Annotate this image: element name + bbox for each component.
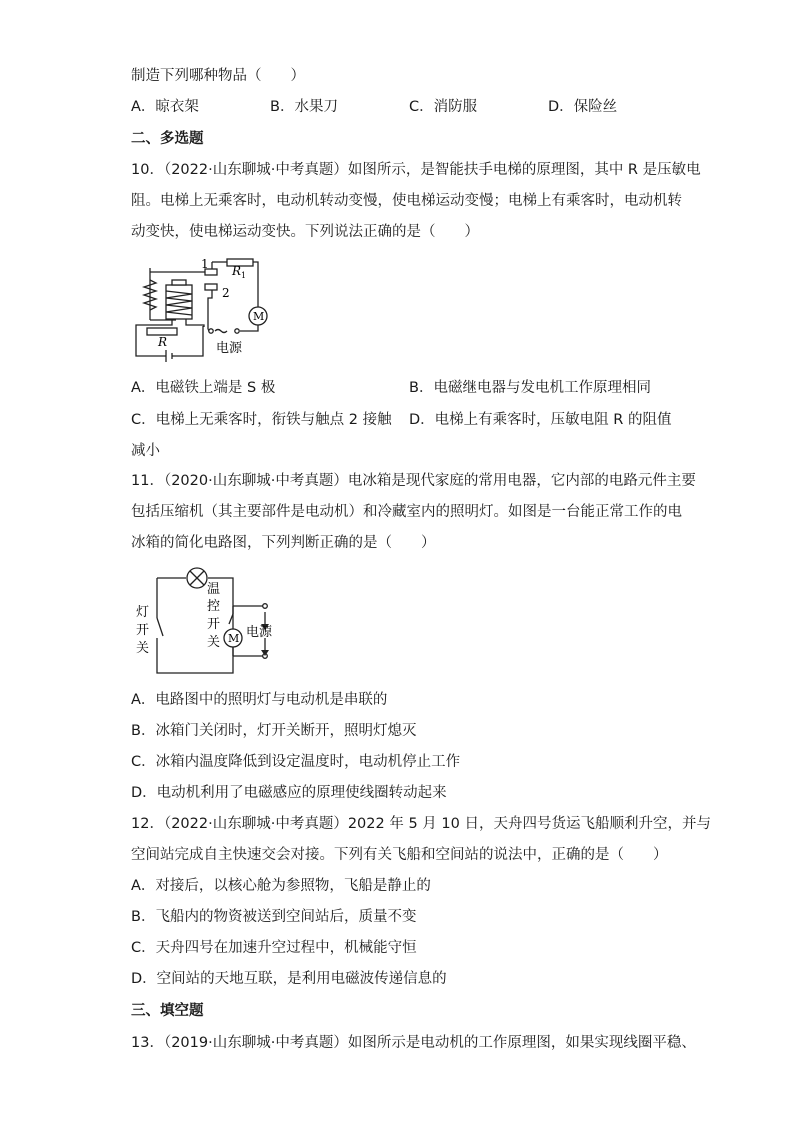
q12-stem-line-1: 12．（2022·山东聊城·中考真题）2022 年 5 月 10 日，天舟四号货运飞船顺利升空，并与: [131, 816, 711, 832]
q12-option-c[interactable]: C．天舟四号在加速升空过程中，机械能守恒: [131, 940, 417, 956]
q12-option-a[interactable]: A．对接后，以核心舱为参照物，飞船是静止的: [131, 878, 431, 894]
q12-option-d[interactable]: D．空间站的天地互联，是利用电磁波传递信息的: [131, 971, 447, 987]
section-multiple-choice: 二、多选题: [131, 131, 204, 147]
q11-option-b[interactable]: B．冰箱门关闭时，灯开关断开，照明灯熄灭: [131, 723, 417, 739]
q10-stem-line-1: 10．（2022·山东聊城·中考真题）如图所示，是智能扶手电梯的原理图，其中 R 是压敏电: [131, 162, 701, 178]
q9-option-b[interactable]: B．水果刀: [270, 99, 338, 115]
q10-fig-contact-1: 1: [201, 257, 209, 271]
q12-option-b[interactable]: B．飞船内的物资被送到空间站后，质量不变: [131, 909, 417, 925]
q10-fig-r-label: R: [158, 335, 168, 349]
q9-option-d[interactable]: D．保险丝: [548, 99, 618, 115]
q11-fig-lamp-switch-2: 开: [136, 623, 150, 638]
q10-stem-line-2: 阻。电梯上无乘客时，电动机转动变慢，使电梯运动变慢；电梯上有乘客时，电动机转: [131, 193, 682, 209]
q11-option-c[interactable]: C．冰箱内温度降低到设定温度时，电动机停止工作: [131, 754, 461, 770]
q10-stem-line-3: 动变快，使电梯运动变快。下列说法正确的是（ ）: [131, 224, 479, 240]
q10-fig-motor-label: M: [253, 310, 265, 323]
q10-fig-contact-2: 2: [222, 286, 230, 300]
q10-fig-source-label: 电源: [216, 341, 243, 356]
q13-stem-line-1: 13．（2019·山东聊城·中考真题）如图所示是电动机的工作原理图，如果实现线圈平稳、: [131, 1035, 696, 1051]
q10-option-d-wrap: 减小: [131, 443, 160, 459]
q11-fig-lamp-switch-3: 关: [136, 641, 150, 656]
q10-option-b[interactable]: B．电磁继电器与发电机工作原理相同: [409, 380, 651, 396]
q9-option-a[interactable]: A．晾衣架: [131, 99, 199, 115]
q10-option-c[interactable]: C．电梯上无乘客时，衔铁与触点 2 接触: [131, 412, 392, 428]
q10-fig-r1-sub: 1: [241, 271, 247, 280]
q9-option-c[interactable]: C．消防服: [409, 99, 478, 115]
q10-option-a[interactable]: A．电磁铁上端是 S 极: [131, 380, 276, 396]
q11-option-a[interactable]: A．电路图中的照明灯与电动机是串联的: [131, 692, 388, 708]
q11-stem-line-2: 包括压缩机（其主要部件是电动机）和冷藏室内的照明灯。如图是一台能正常工作的电: [131, 504, 682, 520]
q11-fig-temp-switch-4: 关: [207, 635, 221, 650]
q9-stem: 制造下列哪种物品（ ）: [131, 68, 305, 84]
section-fill-in: 三、填空题: [131, 1003, 204, 1019]
q11-stem-line-3: 冰箱的简化电路图，下列判断正确的是（ ）: [131, 535, 436, 551]
q11-fig-temp-switch-2: 控: [207, 599, 221, 614]
q11-option-d[interactable]: D．电动机利用了电磁感应的原理使线圈转动起来: [131, 785, 447, 801]
q11-fig-motor-label: M: [228, 632, 240, 645]
q10-option-d[interactable]: D．电梯上有乘客时，压敏电阻 R 的阻值: [409, 412, 672, 428]
q11-fig-source-label: 电源: [246, 625, 273, 640]
q11-stem-line-1: 11．（2020·山东聊城·中考真题）电冰箱是现代家庭的常用电器，它内部的电路元件主要: [131, 473, 696, 489]
q11-fig-temp-switch-1: 温: [207, 582, 221, 597]
q11-fig-lamp-switch-1: 灯: [136, 605, 150, 620]
q12-stem-line-2: 空间站完成自主快速交会对接。下列有关飞船和空间站的说法中，正确的是（ ）: [131, 847, 668, 863]
q11-fig-temp-switch-3: 开: [207, 617, 221, 632]
q10-fig-r1-label: R: [232, 264, 242, 278]
